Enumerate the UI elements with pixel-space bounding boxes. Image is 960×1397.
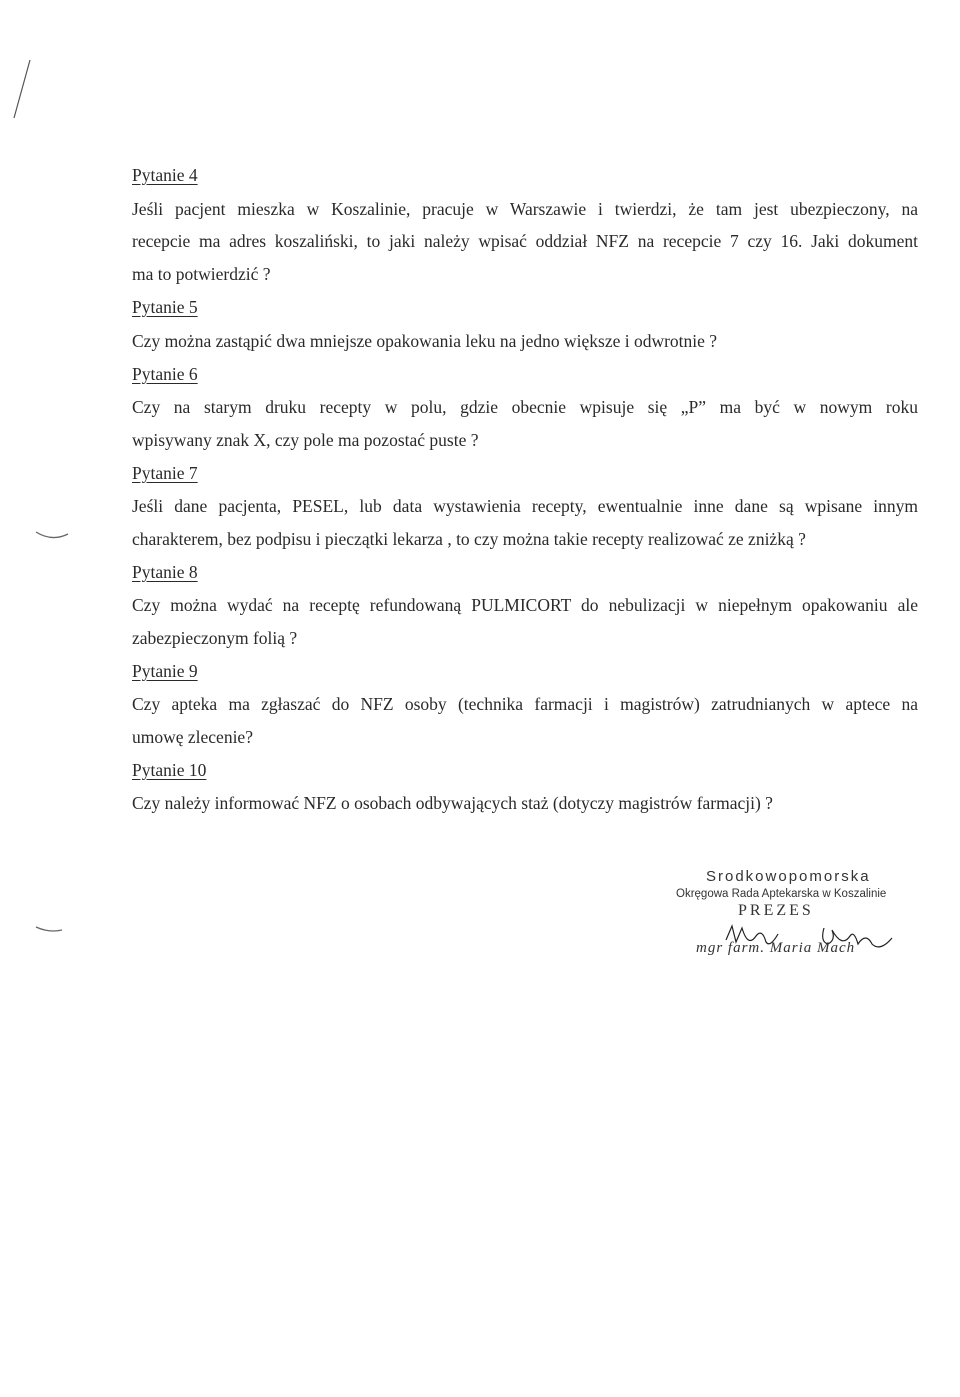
question-text-line: wpisywany znak X, czy pole ma pozostać puste ? (132, 430, 479, 450)
question-text-line: zabezpieczonym folią ? (132, 628, 298, 648)
question-text-line: Jeśli pacjent mieszka w Koszalinie, pracuje w Warszawie i twierdzi, że tam jest ubezpieczony, na (132, 199, 918, 219)
question-text-line: Czy można wydać na receptę refundowaną PULMICORT do nebulizacji w niepełnym opakowaniu ale (132, 595, 918, 615)
stamp-region-name: Srodkowopomorska (706, 868, 871, 885)
stamp-organization: Okręgowa Rada Aptekarska w Koszalinie (676, 888, 887, 900)
question-text-line: Jeśli dane pacjenta, PESEL, lub data wystawienia recepty, ewentualnie inne dane są wpisane innym (132, 496, 918, 516)
question-text-line: recepcie ma adres koszaliński, to jaki należy wpisać oddział NFZ na recepcie 7 czy 16. Jaki dokument (132, 231, 918, 251)
question-text-line: ma to potwierdzić ? (132, 264, 271, 284)
stamp-title: PREZES (738, 902, 814, 919)
question-heading: Pytanie 4 (132, 165, 198, 185)
punch-mark (34, 922, 64, 936)
question-text-line: Czy na starym druku recepty w polu, gdzie obecnie wpisuje się „P” ma być w nowym roku (132, 397, 918, 417)
question-heading: Pytanie 6 (132, 364, 198, 384)
question-heading: Pytanie 5 (132, 297, 198, 317)
scan-corner-mark (0, 0, 40, 130)
punch-mark (34, 528, 70, 542)
question-text-line: charakterem, bez podpisu i pieczątki lekarza , to czy można takie recepty realizować ze zniżką ? (132, 529, 806, 549)
question-heading: Pytanie 9 (132, 661, 198, 681)
question-text-line: Czy apteka ma zgłaszać do NFZ osoby (technika farmacji i magistrów) zatrudnianych w aptece na (132, 694, 918, 714)
question-text-line: umowę zlecenie? (132, 727, 253, 747)
question-text-line: Czy można zastąpić dwa mniejsze opakowania leku na jedno większe i odwrotnie ? (132, 331, 718, 351)
question-heading: Pytanie 10 (132, 760, 207, 780)
question-text-line: Czy należy informować NFZ o osobach odbywających staż (dotyczy magistrów farmacji) ? (132, 793, 773, 813)
question-heading: Pytanie 7 (132, 463, 198, 483)
stamp-signatory-name: mgr farm. Maria Mach (696, 940, 856, 956)
question-heading: Pytanie 8 (132, 562, 198, 582)
